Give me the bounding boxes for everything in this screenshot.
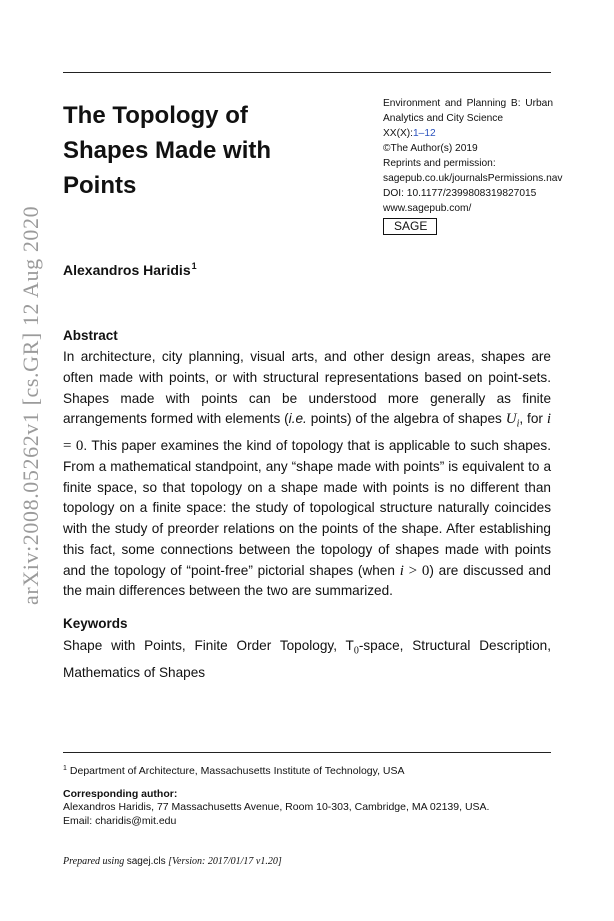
- author-name: Alexandros Haridis: [63, 262, 191, 278]
- keywords-heading: Keywords: [63, 616, 128, 631]
- abstract-part-2: points) of the algebra of shapes: [306, 411, 506, 427]
- abstract-heading: Abstract: [63, 328, 118, 343]
- journal-site: www.sagepub.com/: [383, 203, 472, 214]
- abstract-part-5: ) are discussed and the main differences between the two are summarized.: [63, 562, 551, 599]
- abstract-part-1: In architecture, city planning, visual arts, and other design areas, shapes are often made with points, or with structural representations based on point-sets. Shapes made with points can be understood more generally as finite arrangements formed with elements (: [63, 349, 551, 427]
- prepared-version: [Version: 2017/01/17 v1.20]: [165, 856, 282, 867]
- keywords-part-1: Shape with Points, Finite Order Topology, T: [63, 638, 354, 653]
- journal-copyright: ©The Author(s) 2019: [383, 143, 478, 154]
- journal-permissions-url: sagepub.co.uk/journalsPermissions.nav: [383, 173, 563, 184]
- journal-doi: DOI: 10.1177/2399808319827015: [383, 188, 537, 199]
- abstract-part-3: , for: [519, 411, 547, 427]
- journal-reprints: Reprints and permission:: [383, 158, 496, 169]
- math-eq-zero: = 0: [63, 437, 84, 454]
- arxiv-stamp: arXiv:2008.05262v1 [cs.GR] 12 Aug 2020: [18, 205, 43, 605]
- volume-prefix: XX(X):: [383, 128, 414, 139]
- abstract-part-4: . This paper examines the kind of topology that is applicable to such shapes. From a mathematical standpoint, any “shape made with points” is equivalent to a finite space, so that topology on a shape made with points is no different than topology on a finite space: the study of topological structure naturally coincides with the study of preorder relations on the points of the shape. After establishing this fact, some connections between the topology of shapes made with points and the topology of “point-free” pictorial shapes (when: [63, 437, 551, 578]
- keywords-text: [63, 636, 551, 683]
- journal-meta: [383, 96, 563, 235]
- keywords-t-sub: 0: [353, 645, 359, 657]
- paper-title: The Topology of Shapes Made with Points: [63, 102, 272, 199]
- footnote-mark: 1: [63, 765, 67, 772]
- footnote-rule: [63, 752, 551, 753]
- abstract-ie: i.e.: [288, 411, 307, 427]
- prepared-cls: sagej.cls: [126, 856, 166, 867]
- top-rule: [63, 72, 551, 73]
- journal-name-line2: Analytics and City Science: [383, 113, 504, 124]
- prepared-prefix: Prepared using: [63, 856, 127, 867]
- math-i: i: [546, 411, 551, 428]
- prepared-using-line: [63, 856, 282, 867]
- author-affiliation-mark: 1: [191, 261, 197, 271]
- corresponding-author-email[interactable]: Email: charidis@mit.edu: [63, 815, 177, 827]
- corresponding-author-heading: Corresponding author:: [63, 788, 178, 800]
- math-U-sub: i: [516, 419, 520, 431]
- journal-name-line1: Environment and Planning B: Urban: [383, 98, 553, 109]
- journal-volume: [383, 126, 553, 141]
- sage-logo: SAGE: [383, 218, 437, 235]
- author-line: [63, 261, 197, 278]
- math-cond-gt-zero: > 0: [403, 562, 430, 579]
- affiliation-footnote: [63, 765, 405, 777]
- abstract-text: [63, 347, 551, 602]
- footnote-affiliation: Department of Architecture, Massachusetts Institute of Technology, USA: [69, 765, 405, 777]
- volume-pages-link[interactable]: 1–12: [413, 128, 436, 139]
- math-U: U: [505, 411, 517, 428]
- keywords-part-2: -space, Structural Description, Mathematics of Shapes: [63, 638, 551, 680]
- corresponding-author-address: Alexandros Haridis, 77 Massachusetts Avenue, Room 10-303, Cambridge, MA 02139, USA.: [63, 801, 490, 813]
- math-cond-i: i: [399, 562, 404, 579]
